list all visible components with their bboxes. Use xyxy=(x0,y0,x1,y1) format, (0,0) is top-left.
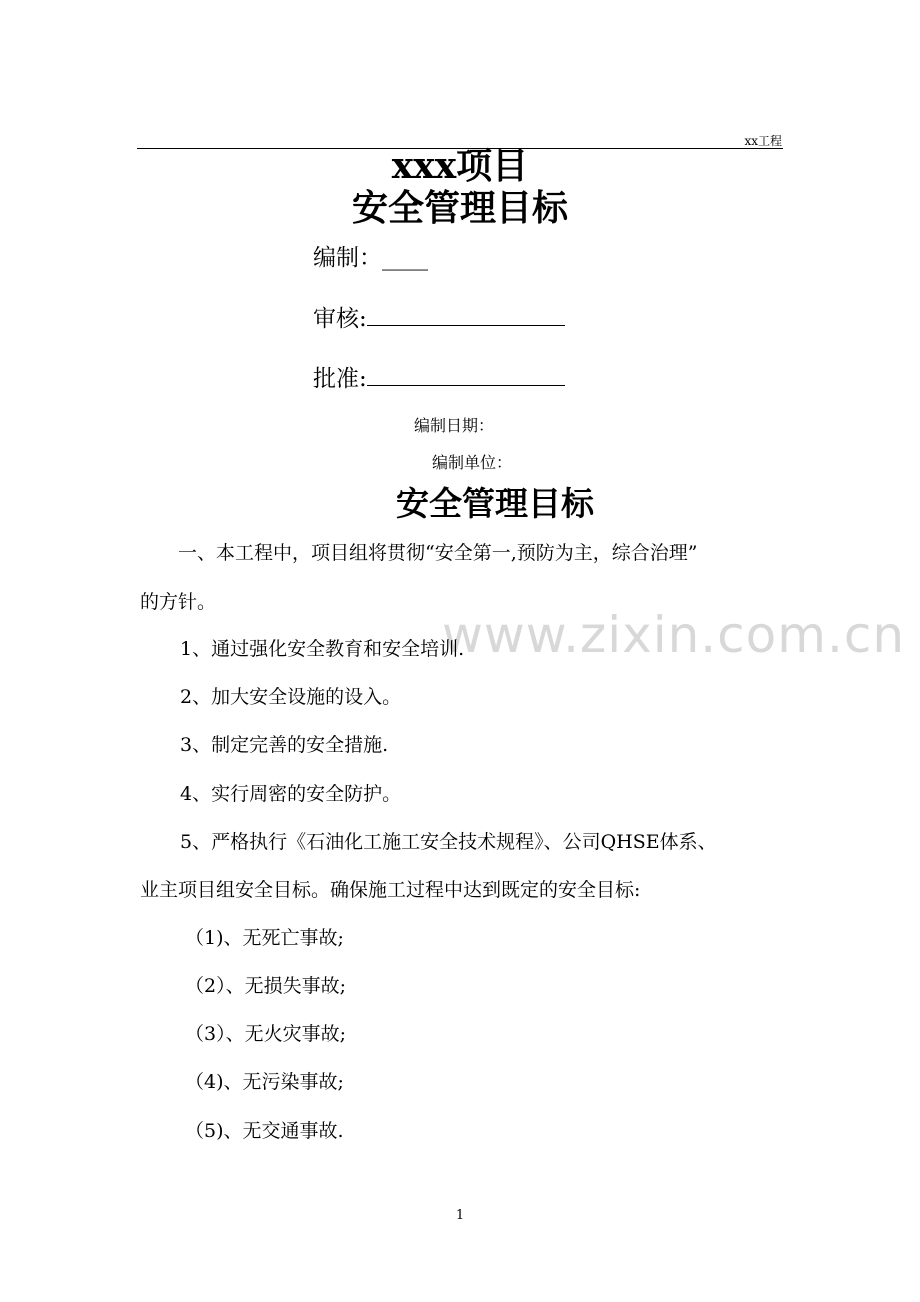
list-item: 1、通过强化安全教育和安全培训. xyxy=(180,638,465,660)
approved-by-signature-line xyxy=(367,367,565,386)
list-item: 4、实行周密的安全防护。 xyxy=(180,783,402,805)
prepared-by-label: 编制：____ xyxy=(313,245,428,271)
compile-date: 编制日期： xyxy=(414,416,495,435)
goal-item: （3）、无火灾事故; xyxy=(185,1023,346,1045)
list-item: 5、严格执行《石油化工施工安全技术规程》、公司QHSE体系、 xyxy=(180,831,717,853)
goal-item: （4)、无污染事故; xyxy=(185,1071,344,1093)
watermark: www.zixin.com.cn xyxy=(442,606,906,664)
reviewed-by-signature-line xyxy=(367,307,565,326)
approved-by-field xyxy=(313,364,565,394)
list-item-continuation: 业主项目组安全目标。确保施工过程中达到既定的安全目标: xyxy=(140,879,641,901)
list-item: 3、制定完善的安全措施. xyxy=(180,734,389,756)
intro-paragraph-line1: 一、本工程中，项目组将贯彻“安全第一,预防为主，综合治理” xyxy=(178,542,698,564)
reviewed-by-label: 审核: xyxy=(313,306,367,332)
approved-by-label: 批准: xyxy=(313,366,367,392)
section-title: 安全管理目标 xyxy=(396,484,594,523)
page-header-text: xx工程 xyxy=(744,134,782,148)
project-title: xxx项目 xyxy=(391,145,529,187)
reviewed-by-field xyxy=(313,304,565,334)
goal-item: （5)、无交通事故. xyxy=(185,1120,344,1142)
intro-paragraph-line2: 的方针。 xyxy=(140,591,217,613)
compile-unit: 编制单位： xyxy=(432,453,513,472)
prepared-by-field xyxy=(313,243,428,273)
list-item: 2、加大安全设施的设入。 xyxy=(180,686,402,708)
goal-item: （2）、无损失事故; xyxy=(185,975,346,997)
goal-item: （1)、无死亡事故; xyxy=(185,927,344,949)
page-number: 1 xyxy=(455,1208,465,1223)
document-title: 安全管理目标 xyxy=(351,187,568,229)
